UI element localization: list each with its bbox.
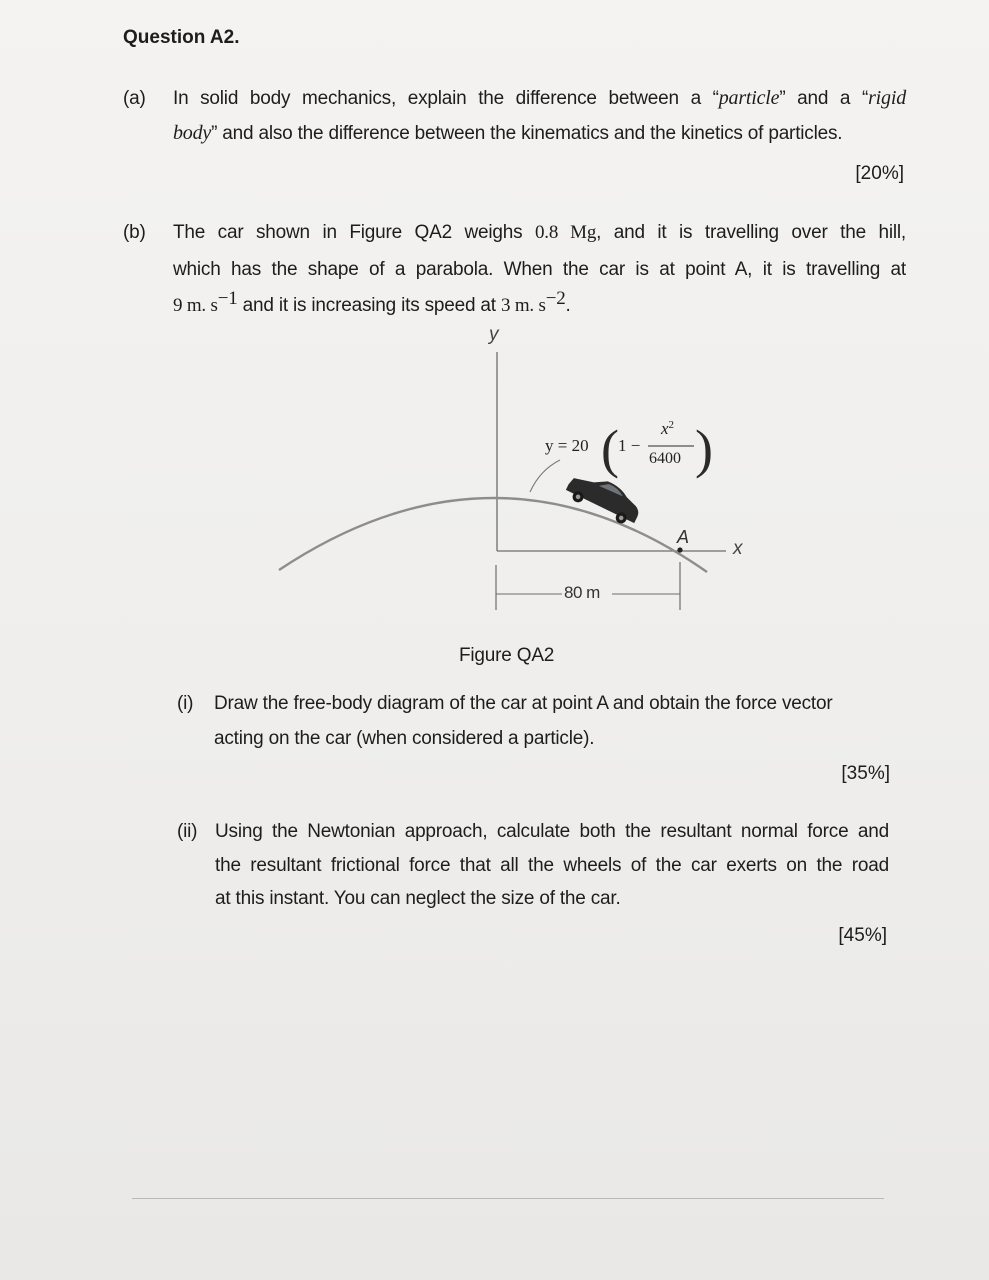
eq-paren-left: ( [601,419,619,479]
sub-ii-label: (ii) [177,821,198,842]
equation-one-minus: 1 − [618,436,641,455]
axis-label-x: x [733,538,743,559]
speed-value: 9 m. s [173,295,218,316]
equation-leader [530,460,560,492]
point-a-dot [677,547,682,552]
equation-numerator-exp: 2 [668,419,675,431]
question-title: Question A2. [123,27,240,48]
part-a-pre: In solid body mechanics, explain the difference between a “ [173,88,719,109]
accel-exponent: −2 [545,288,566,309]
axis-label-y: y [489,324,499,345]
mass-value: 0.8 Mg [534,222,597,243]
accel-value: 3 m. s [500,295,546,316]
sub-ii-line2: the resultant frictional force that all the wheels of the car exerts on the road [215,855,889,876]
sub-i-line1: Draw the free-body diagram of the car at point A and obtain the force vector [214,693,833,714]
part-b-label: (b) [123,222,146,243]
hill-curve [279,498,707,572]
speed-exponent: −1 [217,288,238,309]
part-a-marks: [20%] [855,163,904,184]
figure-caption: Figure QA2 [459,645,555,666]
point-a-label: A [677,527,690,547]
eq-paren-right: ) [695,419,713,479]
part-b-line3: 9 m. $s^{-1}$ and it is increasing its speed at 3 m. $s^{-2}$. [173,288,571,316]
sub-ii-marks: [45%] [838,925,887,946]
part-b-line2: which has the shape of a parabola. When the car is at point A, it is travelling at [173,259,906,280]
sub-ii-line1: Using the Newtonian approach, calculate both the resultant normal force and [215,821,889,842]
sub-ii-line3: at this instant. You can neglect the size of the car. [215,888,621,909]
equation-denominator: 6400 [649,450,681,467]
part-a-label: (a) [123,88,146,109]
footer-rule [132,1198,884,1199]
sub-i-label: (i) [177,693,194,714]
term-body: body [173,122,212,144]
part-a-mid: ” and a “ [779,88,869,109]
sub-i-line2: acting on the car (when considered a particle). [214,728,595,749]
sub-i-marks: [35%] [841,763,890,784]
part-a-post: ” and also the difference between the kinematics and the kinetics of particles. [211,123,843,144]
equation-numerator: $x^2$ [661,419,675,438]
term-rigid: rigid [868,87,906,109]
part-b-line1: The car shown in Figure QA2 weighs 0.8 Mg, and it is travelling over the hill, [173,222,906,243]
term-particle: particle [718,87,780,109]
equation-lhs: y = 20 [545,436,589,455]
dimension-label: 80 m [564,583,600,602]
